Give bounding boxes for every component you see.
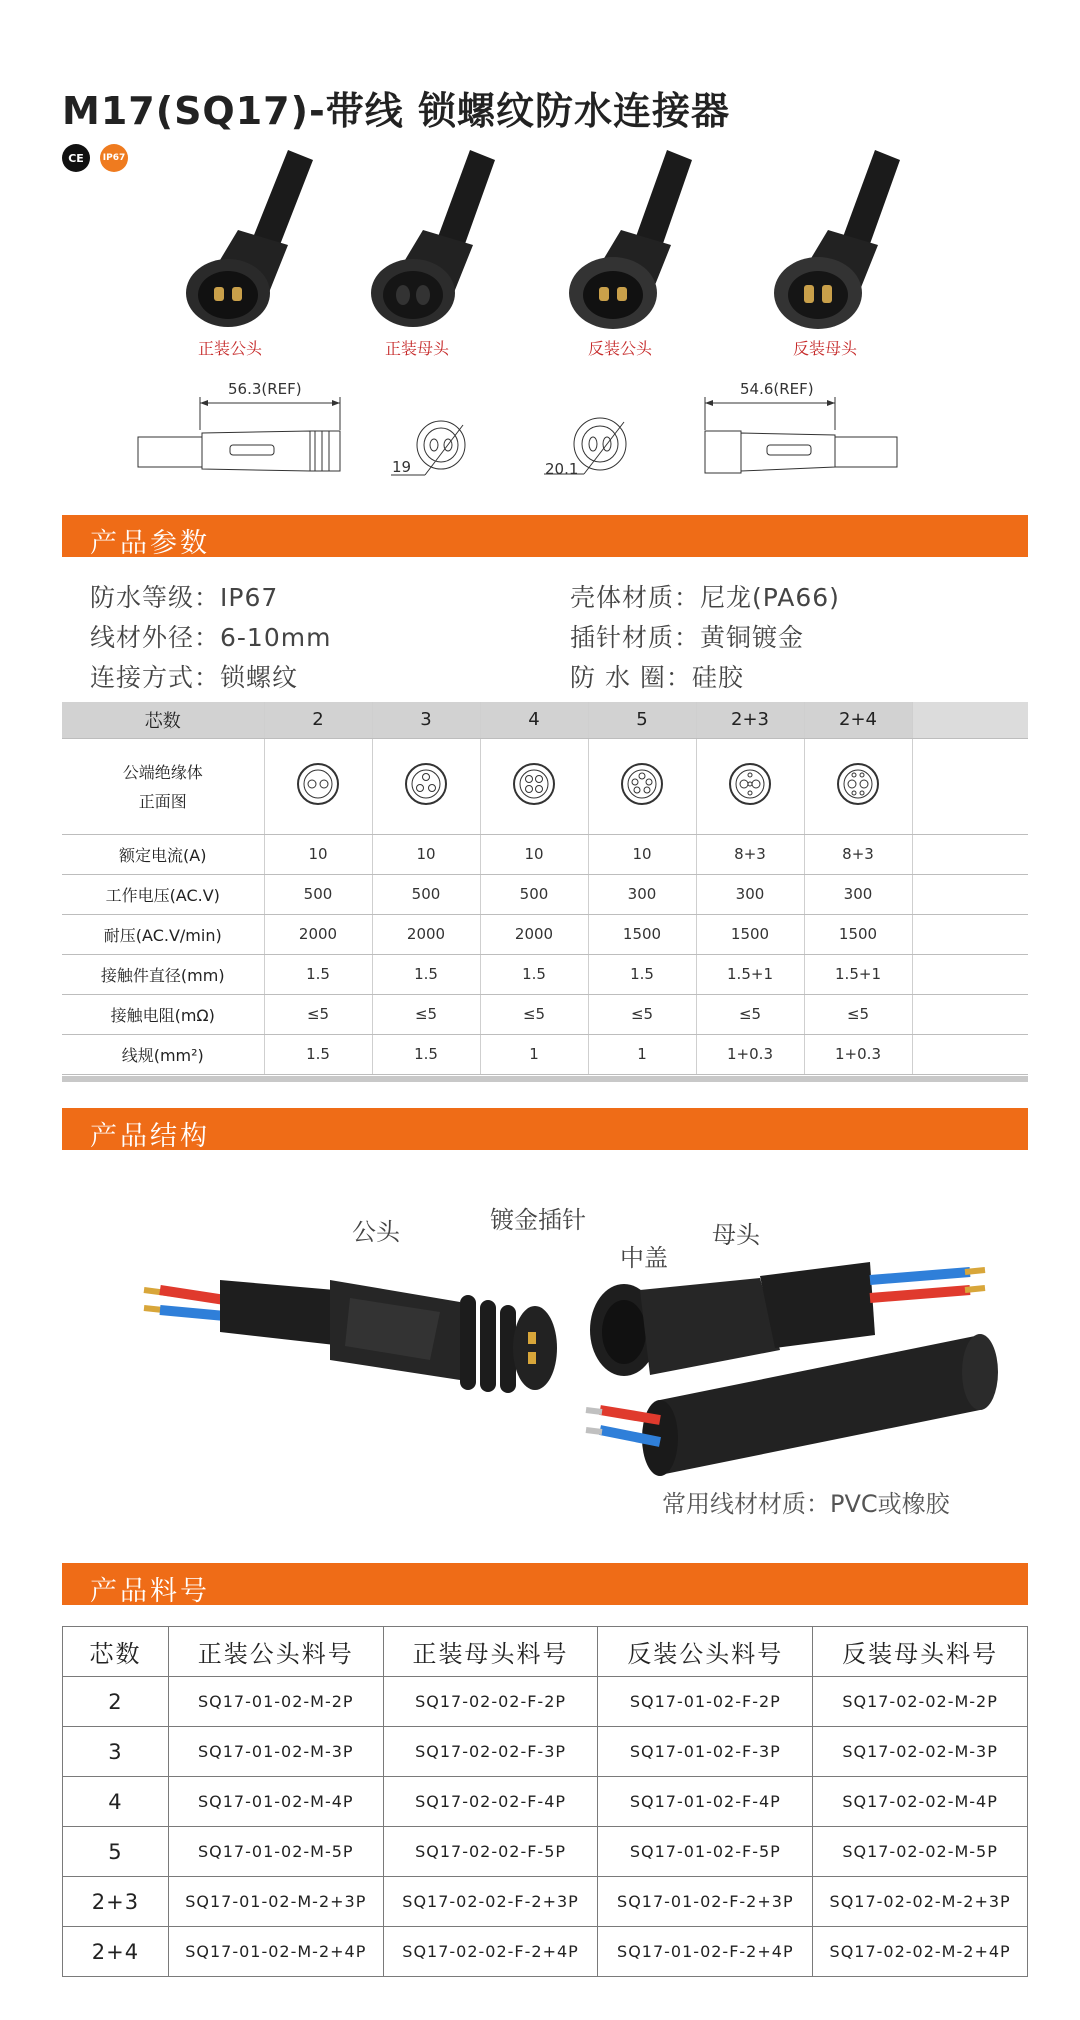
partno-cell: SQ17-01-02-F-5P	[598, 1827, 813, 1877]
label-male: 公头	[352, 1218, 400, 1246]
spec-core: 5	[588, 702, 696, 738]
partno-cell: SQ17-01-02-M-4P	[168, 1777, 383, 1827]
spec-cell: 1.5+1	[696, 954, 804, 994]
spec-cell: 10	[372, 834, 480, 874]
partno-header: 正装母头料号	[383, 1627, 598, 1677]
spec-cell: ≤5	[696, 994, 804, 1034]
spec-cell: ≤5	[804, 994, 912, 1034]
partno-cell: 2+4	[63, 1927, 169, 1977]
spec-cell: 1500	[804, 914, 912, 954]
spec-row	[62, 914, 1028, 954]
partno-row	[63, 1827, 1028, 1877]
spec-cell: ≤5	[480, 994, 588, 1034]
partno-cell: SQ17-02-02-M-2+3P	[813, 1877, 1028, 1927]
female-length-dimension: 54.6(REF)	[740, 380, 814, 398]
male-length-dimension: 56.3(REF)	[228, 380, 302, 398]
spec-cell: 500	[480, 874, 588, 914]
spec-core: 3	[372, 702, 480, 738]
spec-cell: 500	[264, 874, 372, 914]
partno-cell: SQ17-01-02-F-2P	[598, 1677, 813, 1727]
label-gold-pin: 镀金插针	[490, 1206, 586, 1234]
pin-face-4-icon	[509, 759, 559, 809]
spec-row	[62, 994, 1028, 1034]
product-label: 正装公头	[197, 339, 262, 358]
partno-cell: SQ17-02-02-F-2+4P	[383, 1927, 598, 1977]
param-pin-material: 插针材质：黄铜镀金	[570, 623, 805, 652]
partno-row	[63, 1877, 1028, 1927]
spec-row-label: 接触电阻(mΩ)	[62, 994, 264, 1034]
spec-cell: 300	[804, 874, 912, 914]
spec-cell: 1500	[696, 914, 804, 954]
section-header-params: 产品参数	[62, 515, 1028, 557]
spec-cell: 1.5	[480, 954, 588, 994]
spec-row	[62, 834, 1028, 874]
partno-cell: SQ17-01-02-M-2+3P	[168, 1877, 383, 1927]
spec-pin-row	[62, 738, 1028, 834]
spec-cell: 1+0.3	[696, 1034, 804, 1074]
partno-cell: SQ17-02-02-F-3P	[383, 1727, 598, 1777]
partno-cell: SQ17-02-02-F-2P	[383, 1677, 598, 1727]
pin-face-3-icon	[401, 759, 451, 809]
label-middle-cap: 中盖	[620, 1244, 668, 1272]
partno-header-row	[63, 1627, 1028, 1677]
spec-cell: 2000	[264, 914, 372, 954]
pin-face-2-3-icon	[725, 759, 775, 809]
partno-cell: SQ17-01-02-M-2+4P	[168, 1927, 383, 1977]
spec-cell: 1	[480, 1034, 588, 1074]
spec-core: 4	[480, 702, 588, 738]
param-shell-material: 壳体材质：尼龙(PA66)	[570, 583, 840, 612]
spec-cell: ≤5	[372, 994, 480, 1034]
product-label: 正装母头	[384, 339, 449, 358]
param-cable-diameter: 线材外径：6-10mm	[90, 623, 332, 652]
table-bottom-divider	[62, 1076, 1028, 1082]
spec-cell: ≤5	[264, 994, 372, 1034]
partno-cell: SQ17-02-02-M-2P	[813, 1677, 1028, 1727]
spec-cell: 2000	[372, 914, 480, 954]
spec-cell: 8+3	[696, 834, 804, 874]
spec-row-label: 耐压(AC.V/min)	[62, 914, 264, 954]
product-label: 反装母头	[792, 339, 857, 358]
pin-face-5-icon	[617, 759, 667, 809]
spec-row	[62, 874, 1028, 914]
pin-row-label: 正面图	[138, 792, 187, 811]
spec-row	[62, 1034, 1028, 1074]
spec-row-label: 接触件直径(mm)	[62, 954, 264, 994]
page-title: M17(SQ17)-带线 锁螺纹防水连接器	[62, 89, 730, 133]
product-image-female-front	[355, 145, 515, 330]
spec-cell: 1.5+1	[804, 954, 912, 994]
spec-cell: 300	[588, 874, 696, 914]
partno-row	[63, 1677, 1028, 1727]
partno-cell: SQ17-01-02-F-2+3P	[598, 1877, 813, 1927]
spec-cell: 500	[372, 874, 480, 914]
partno-cell: SQ17-01-02-M-2P	[168, 1677, 383, 1727]
partno-cell: 5	[63, 1827, 169, 1877]
product-image-male-reverse	[555, 145, 715, 330]
partno-cell: SQ17-02-02-M-3P	[813, 1727, 1028, 1777]
pin-row-label: 公端绝缘体	[122, 763, 203, 782]
spec-core: 2+4	[804, 702, 912, 738]
section-header-partno: 产品料号	[62, 1563, 1028, 1605]
spec-header-row	[62, 702, 1028, 738]
spec-cell: 2000	[480, 914, 588, 954]
product-label: 反装公头	[587, 339, 652, 358]
partno-row	[63, 1777, 1028, 1827]
spec-table	[62, 702, 1028, 1075]
ce-mark-icon: CE	[62, 144, 90, 172]
spec-core: 2	[264, 702, 372, 738]
partno-cell: SQ17-02-02-M-2+4P	[813, 1927, 1028, 1977]
spec-row-label: 线规(mm²)	[62, 1034, 264, 1074]
partno-cell: 4	[63, 1777, 169, 1827]
female-face-dimension: 20.1	[545, 460, 579, 478]
partno-header: 正装公头料号	[168, 1627, 383, 1677]
spec-cell: 1.5	[372, 954, 480, 994]
spec-core: 2+3	[696, 702, 804, 738]
partno-cell: SQ17-02-02-F-4P	[383, 1777, 598, 1827]
param-waterproof: 防水等级：IP67	[90, 583, 279, 612]
partno-header: 反装母头料号	[813, 1627, 1028, 1677]
male-face-dimension: 19	[392, 458, 412, 476]
partno-row	[63, 1927, 1028, 1977]
partno-cell: SQ17-01-02-M-3P	[168, 1727, 383, 1777]
spec-cell: 1	[588, 1034, 696, 1074]
spec-cell: 1.5	[264, 954, 372, 994]
pin-face-2-4-icon	[833, 759, 883, 809]
label-cable-material: 常用线材材质：PVC或橡胶	[662, 1490, 950, 1518]
product-image-male-front	[168, 145, 328, 330]
spec-row-label: 工作电压(AC.V)	[62, 874, 264, 914]
spec-cell: 10	[588, 834, 696, 874]
spec-cell: 1500	[588, 914, 696, 954]
spec-header-label: 芯数	[62, 702, 264, 738]
param-connection: 连接方式：锁螺纹	[90, 663, 299, 692]
section-header-structure: 产品结构	[62, 1108, 1028, 1150]
spec-cell: 1.5	[264, 1034, 372, 1074]
partno-cell: SQ17-01-02-F-3P	[598, 1727, 813, 1777]
spec-cell: ≤5	[588, 994, 696, 1034]
pin-face-2-icon	[293, 759, 343, 809]
partno-cell: SQ17-02-02-M-5P	[813, 1827, 1028, 1877]
partno-header: 反装公头料号	[598, 1627, 813, 1677]
partno-cell: SQ17-01-02-F-4P	[598, 1777, 813, 1827]
partno-cell: SQ17-02-02-F-2+3P	[383, 1877, 598, 1927]
spec-row-label: 额定电流(A)	[62, 834, 264, 874]
spec-cell: 10	[264, 834, 372, 874]
spec-cell: 1+0.3	[804, 1034, 912, 1074]
spec-cell: 1.5	[372, 1034, 480, 1074]
partno-cell: 3	[63, 1727, 169, 1777]
partno-cell: 2	[63, 1677, 169, 1727]
partno-row	[63, 1727, 1028, 1777]
partno-header: 芯数	[63, 1627, 169, 1677]
param-seal: 防 水 圈：硅胶	[570, 663, 744, 692]
partno-cell: SQ17-02-02-F-5P	[383, 1827, 598, 1877]
partno-cell: SQ17-02-02-M-4P	[813, 1777, 1028, 1827]
ip67-badge-icon: IP67	[100, 144, 128, 172]
product-image-female-reverse	[760, 145, 920, 330]
spec-row	[62, 954, 1028, 994]
partno-cell: SQ17-01-02-F-2+4P	[598, 1927, 813, 1977]
partno-table	[62, 1626, 1028, 1977]
partno-cell: 2+3	[63, 1877, 169, 1927]
spec-cell: 300	[696, 874, 804, 914]
female-connector-illustration	[580, 1250, 1000, 1510]
male-connector-illustration	[130, 1250, 570, 1410]
spec-cell: 1.5	[588, 954, 696, 994]
partno-cell: SQ17-01-02-M-5P	[168, 1827, 383, 1877]
spec-cell: 8+3	[804, 834, 912, 874]
spec-cell: 10	[480, 834, 588, 874]
label-female: 母头	[712, 1221, 760, 1249]
